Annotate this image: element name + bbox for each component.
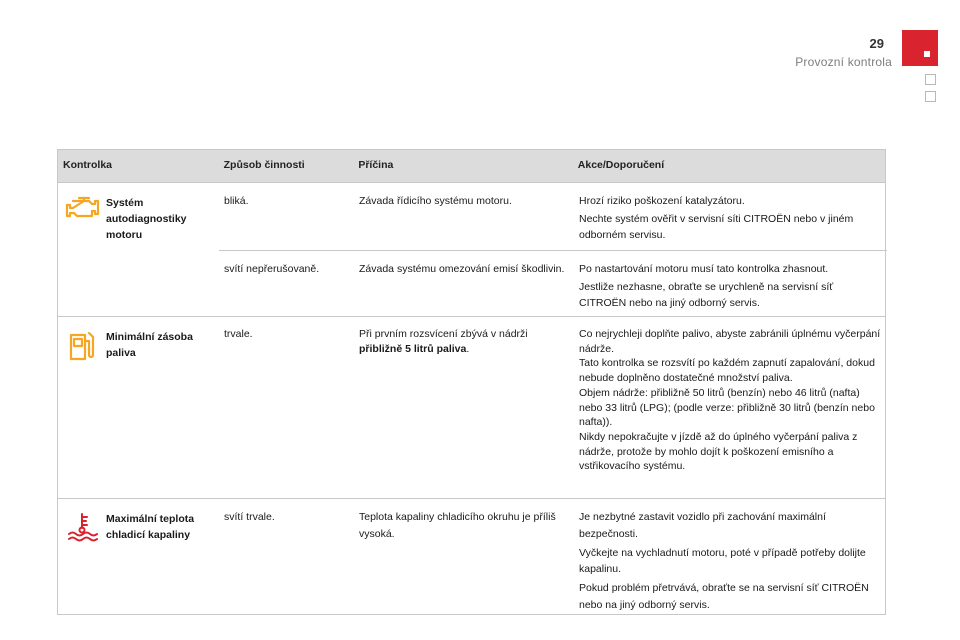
chapter-tab (902, 30, 938, 66)
action-paragraph: Nikdy nepokračujte v jízdě až do úplného vyčerpání paliva z nádrže, protože by mohlo dojít k poškození emisního a vstřikovacího systému. (579, 430, 858, 473)
section-title: Provozní kontrola (795, 55, 892, 69)
table-group-fuel (58, 317, 885, 499)
action-cell (574, 251, 887, 317)
cause-emphasis: přibližně 5 litrů paliva (359, 342, 467, 355)
mode-cell: svítí nepřerušovaně. (224, 263, 320, 275)
action-paragraph: Jestliže nezhasne, obraťte se urychleně na servisní síť CITROËN nebo na jiný odborný servis. (579, 281, 834, 309)
cause-text: Při prvním rozsvícení zbývá v nádrži (359, 328, 528, 340)
coolant-temperature-icon (66, 511, 98, 543)
warning-lights-table (57, 149, 886, 615)
tab-marker (924, 51, 930, 57)
chapter-tab-box-2 (925, 91, 936, 102)
action-cell (574, 183, 887, 250)
warning-light-name: Maximální teplota chladicí kapaliny (106, 513, 195, 541)
table-group-engine (58, 183, 885, 317)
table-row (219, 499, 887, 614)
action-cell (574, 499, 887, 614)
cause-cell: Závada systému omezování emisí škodlivin. (359, 263, 565, 275)
column-header: Způsob činnosti (223, 159, 305, 171)
cause-text-end: . (466, 342, 470, 355)
mode-cell: bliká. (224, 195, 249, 207)
cause-cell (354, 317, 574, 499)
action-paragraph: Po nastartování motoru musí tato kontrolka zhasnout. (579, 263, 829, 275)
engine-icon (64, 195, 100, 219)
column-header: Akce/Doporučení (577, 159, 665, 171)
action-paragraph: Nechte systém ověřit v servisní síti CITROËN nebo v jiném odborném servisu. (579, 213, 854, 241)
table-row (219, 183, 887, 250)
action-cell (574, 317, 887, 499)
action-paragraph: Vyčkejte na vychladnutí motoru, poté v případě potřeby dolijte kapalinu. (579, 546, 866, 576)
action-paragraph: Tato kontrolka se rozsvítí po každém zapnutí zapalování, dokud nebude doplněno dostatečné množství paliva. (579, 357, 875, 385)
cause-cell: Teplota kapaliny chladicího okruhu je příliš vysoká. (359, 511, 556, 540)
cause-cell: Závada řídicího systému motoru. (359, 195, 512, 207)
table-row (219, 317, 887, 499)
action-paragraph: Objem nádrže: přibližně 50 litrů (benzín) nebo 46 litrů (nafta) nebo 33 litrů (LPG); (podle verze: přibližně 30 litrů (benzín nebo nafta)). (579, 386, 875, 429)
mode-cell: trvale. (224, 328, 253, 340)
warning-light-name: Minimální zásoba paliva (106, 331, 193, 359)
table-header (58, 150, 885, 183)
chapter-tab-box-1 (925, 74, 936, 85)
action-paragraph: Pokud problém přetrvává, obraťte se na servisní síť CITROËN nebo na jiný odborný servis. (579, 582, 869, 611)
action-paragraph: Co nejrychleji doplňte palivo, abyste zabránili úplnému vyčerpání nádrže. (579, 328, 881, 355)
action-paragraph: Hrozí riziko poškození katalyzátoru. (579, 195, 745, 207)
fuel-pump-icon (67, 329, 97, 363)
table-group-coolant (58, 499, 885, 614)
table-row (219, 250, 887, 317)
mode-cell: svítí trvale. (224, 511, 275, 523)
warning-light-name: Systém autodiagnostiky motoru (106, 197, 187, 241)
page-number: 29 (869, 36, 884, 51)
column-header: Kontrolka (63, 159, 113, 171)
column-header: Příčina (358, 159, 394, 171)
action-paragraph: Je nezbytné zastavit vozidlo při zachování maximální bezpečnosti. (579, 511, 826, 540)
